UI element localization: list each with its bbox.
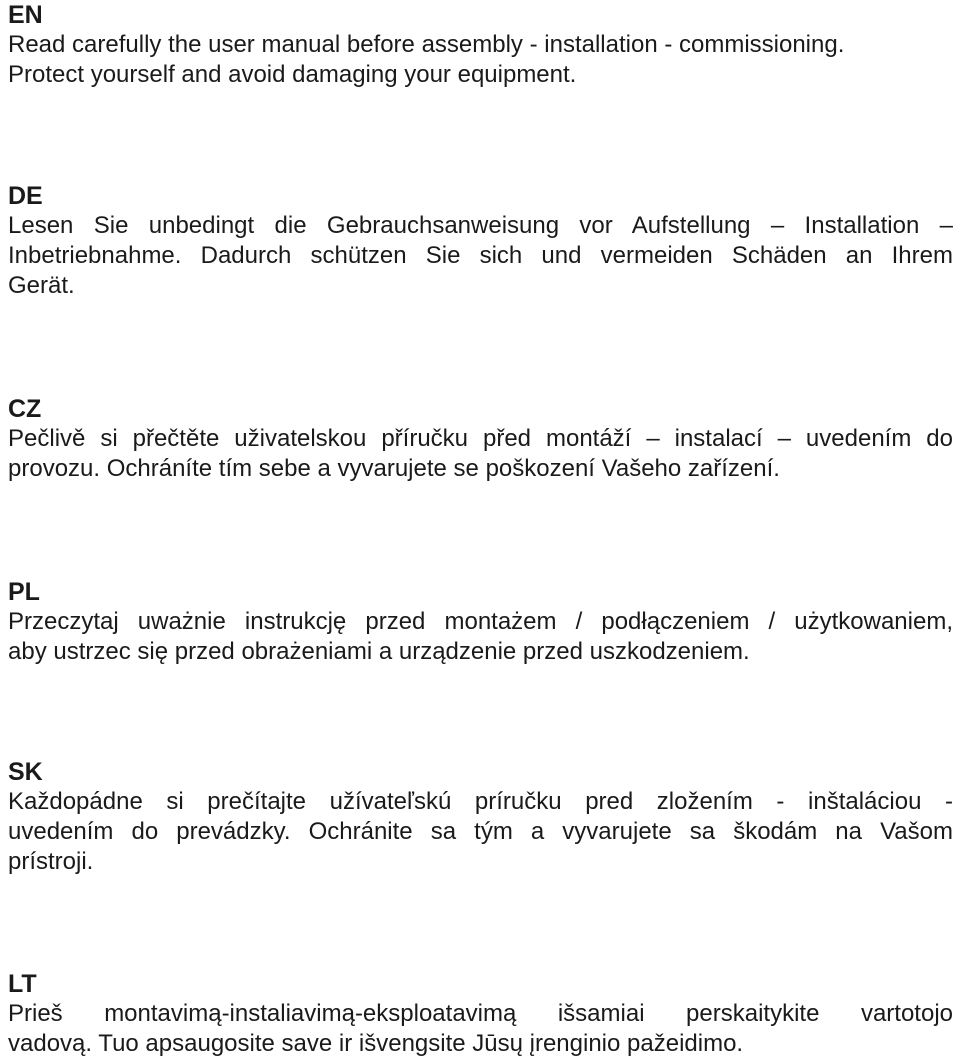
notice-line: Inbetriebnahme. Dadurch schützen Sie sich und vermeiden Schäden an Ihrem (8, 242, 953, 269)
language-code-lt: LT (8, 970, 37, 998)
notice-line: Gerät. (8, 272, 75, 299)
language-code-de: DE (8, 182, 43, 210)
notice-line: Pečlivě si přečtěte uživatelskou příručku před montáží – instalací – uvedením do (8, 425, 953, 452)
notice-line: Prieš montavimą-instaliavimą-eksploatavimą išsamiai perskaitykite vartotojo (8, 1000, 953, 1027)
section-de (8, 181, 953, 301)
notice-line: Read carefully the user manual before assembly - installation - commissioning. (8, 31, 845, 58)
section-sk (8, 757, 953, 877)
notice-text-de (8, 211, 953, 301)
section-lt (8, 969, 953, 1059)
notice-line: provozu. Ochráníte tím sebe a vyvarujete se poškození Vašeho zařízení. (8, 455, 780, 482)
notice-line: prístroji. (8, 848, 94, 875)
section-en (8, 0, 953, 90)
notice-line: Lesen Sie unbedingt die Gebrauchsanweisung vor Aufstellung – Installation – (8, 212, 953, 239)
language-code-pl: PL (8, 578, 40, 606)
notice-line: Protect yourself and avoid damaging your equipment. (8, 61, 577, 88)
section-pl (8, 577, 953, 667)
language-code-en: EN (8, 1, 43, 29)
notice-text-en (8, 30, 953, 90)
notice-text-cz (8, 424, 953, 484)
notice-line: Každopádne si prečítajte užívateľskú príručku pred zložením - inštaláciou - (8, 788, 953, 815)
language-code-cz: CZ (8, 395, 42, 423)
notice-line: Przeczytaj uważnie instrukcję przed montażem / podłączeniem / użytkowaniem, (8, 608, 953, 635)
notice-line: aby ustrzec się przed obrażeniami a urządzenie przed uszkodzeniem. (8, 638, 750, 665)
notice-text-lt (8, 999, 953, 1059)
notice-text-sk (8, 787, 953, 877)
section-cz (8, 394, 953, 484)
language-code-sk: SK (8, 758, 43, 786)
notice-text-pl (8, 607, 953, 667)
notice-line: vadovą. Tuo apsaugosite save ir išvengsite Jūsų įrenginio pažeidimo. (8, 1030, 744, 1057)
notice-line: uvedením do prevádzky. Ochránite sa tým a vyvarujete sa škodám na Vašom (8, 818, 953, 845)
